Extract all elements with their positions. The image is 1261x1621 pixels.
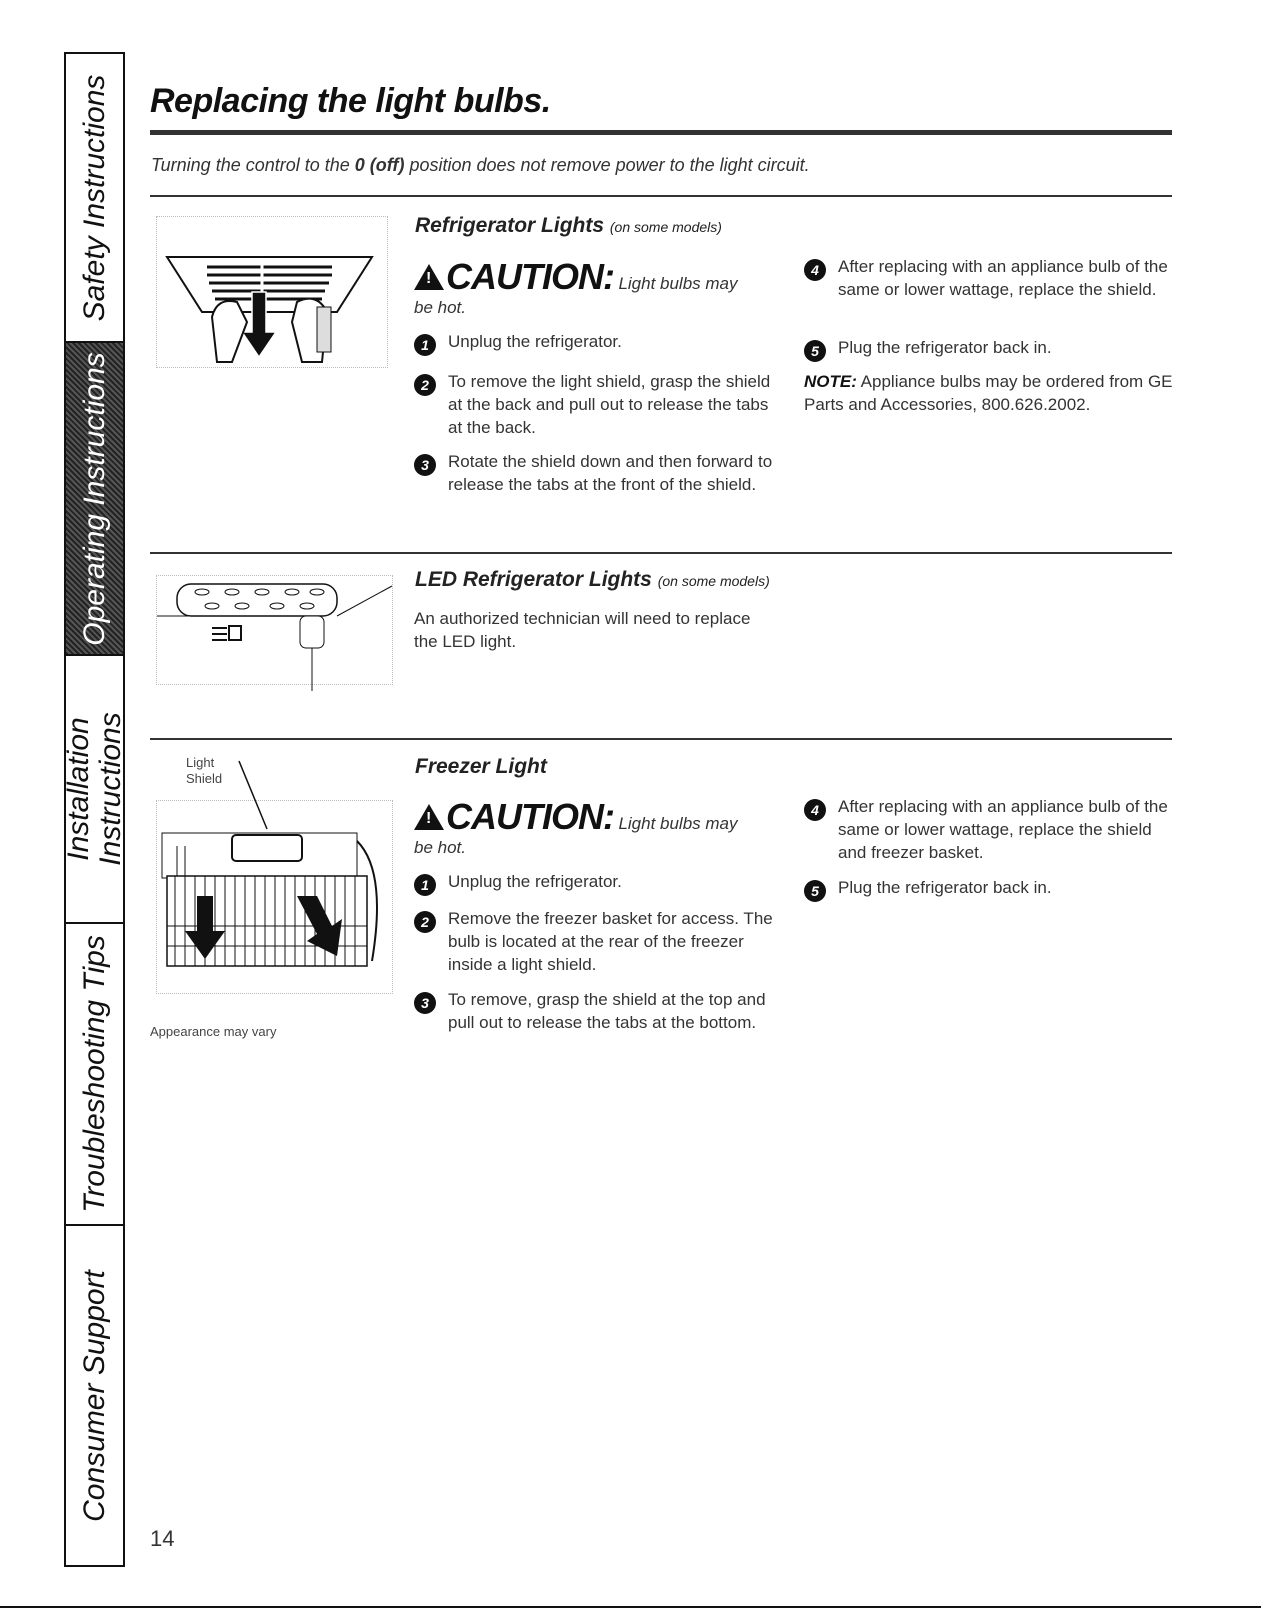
- freezer-caution: !CAUTION: Light bulbs may be hot.: [414, 796, 764, 858]
- led-replacement-text: An authorized technician will need to replace the LED light.: [414, 609, 751, 651]
- freezer-light-illustration: [156, 800, 393, 994]
- led-light-drawing: [157, 576, 392, 706]
- tab-troubleshooting-tips[interactable]: [66, 924, 123, 1226]
- step-number-badge: 2: [414, 911, 436, 933]
- step-number-badge: 5: [804, 880, 826, 902]
- refrigerator-step-4: 4 After replacing with an appliance bulb of the same or lower wattage, replace the shield.: [804, 255, 1169, 301]
- freezer-step-5: 5 Plug the refrigerator back in.: [804, 876, 1169, 899]
- refrigerator-caution: !CAUTION: Light bulbs may be hot.: [414, 256, 764, 318]
- bulb-order-note: NOTE: Appliance bulbs may be ordered from GE Parts and Accessories, 800.626.2002.: [804, 372, 1173, 414]
- freezer-light-drawing: [157, 801, 392, 993]
- refrigerator-step-2: 2 To remove the light shield, grasp the shield at the back and pull out to release the tabs at the back.: [414, 370, 779, 439]
- tab-label: Safety Instructions: [77, 74, 111, 321]
- title-rule: [150, 130, 1172, 135]
- freezer-step-4: 4 After replacing with an appliance bulb of the same or lower wattage, replace the shield and freezer basket.: [804, 795, 1169, 864]
- freezer-step-2: 2 Remove the freezer basket for access. The bulb is located at the rear of the freezer inside a light shield.: [414, 907, 779, 976]
- tab-label: Operating Instructions: [77, 351, 111, 646]
- section-divider: [150, 738, 1172, 740]
- bottom-border: [0, 1606, 1261, 1608]
- step-number-badge: 4: [804, 259, 826, 281]
- tab-installation-instructions[interactable]: [61, 656, 127, 924]
- tab-consumer-support[interactable]: [66, 1226, 123, 1565]
- section-divider: [150, 195, 1172, 197]
- refrigerator-step-1: 1 Unplug the refrigerator.: [414, 330, 779, 353]
- tab-label: Consumer Support: [77, 1269, 111, 1522]
- warning-triangle-icon: [414, 264, 444, 290]
- page-subtitle: Turning the control to the 0 (off) position does not remove power to the light circuit.: [151, 155, 810, 175]
- freezer-step-3: 3 To remove, grasp the shield at the top and pull out to release the tabs at the bottom.: [414, 988, 779, 1034]
- step-number-badge: 5: [804, 340, 826, 362]
- step-number-badge: 1: [414, 334, 436, 356]
- led-light-illustration: [156, 575, 393, 685]
- refrigerator-lights-heading: Refrigerator Lights (on some models): [415, 214, 722, 237]
- step-number-badge: 4: [804, 799, 826, 821]
- step-number-badge: 3: [414, 992, 436, 1014]
- refrigerator-light-illustration: [156, 216, 388, 368]
- refrigerator-light-drawing: [157, 217, 387, 367]
- appearance-caption: Appearance may vary: [150, 1024, 277, 1039]
- section-tabs: [61, 52, 127, 1567]
- tab-label: Troubleshooting Tips: [77, 935, 111, 1213]
- section-divider: [150, 552, 1172, 554]
- page-title: Replacing the light bulbs.: [150, 82, 551, 120]
- step-number-badge: 1: [414, 874, 436, 896]
- light-shield-label: Light Shield: [186, 755, 223, 786]
- page-number: 14: [150, 1526, 175, 1551]
- refrigerator-step-3: 3 Rotate the shield down and then forward to release the tabs at the front of the shield.: [414, 450, 779, 496]
- tab-label: Installation Instructions: [61, 712, 127, 866]
- led-lights-heading: LED Refrigerator Lights (on some models): [415, 568, 770, 591]
- tab-operating-instructions[interactable]: [66, 343, 123, 656]
- step-number-badge: 2: [414, 374, 436, 396]
- refrigerator-step-5: 5 Plug the refrigerator back in.: [804, 336, 1169, 359]
- step-number-badge: 3: [414, 454, 436, 476]
- freezer-step-1: 1 Unplug the refrigerator.: [414, 870, 779, 893]
- warning-triangle-icon: [414, 804, 444, 830]
- tab-safety-instructions[interactable]: [66, 54, 123, 343]
- freezer-light-heading: Freezer Light: [415, 755, 547, 778]
